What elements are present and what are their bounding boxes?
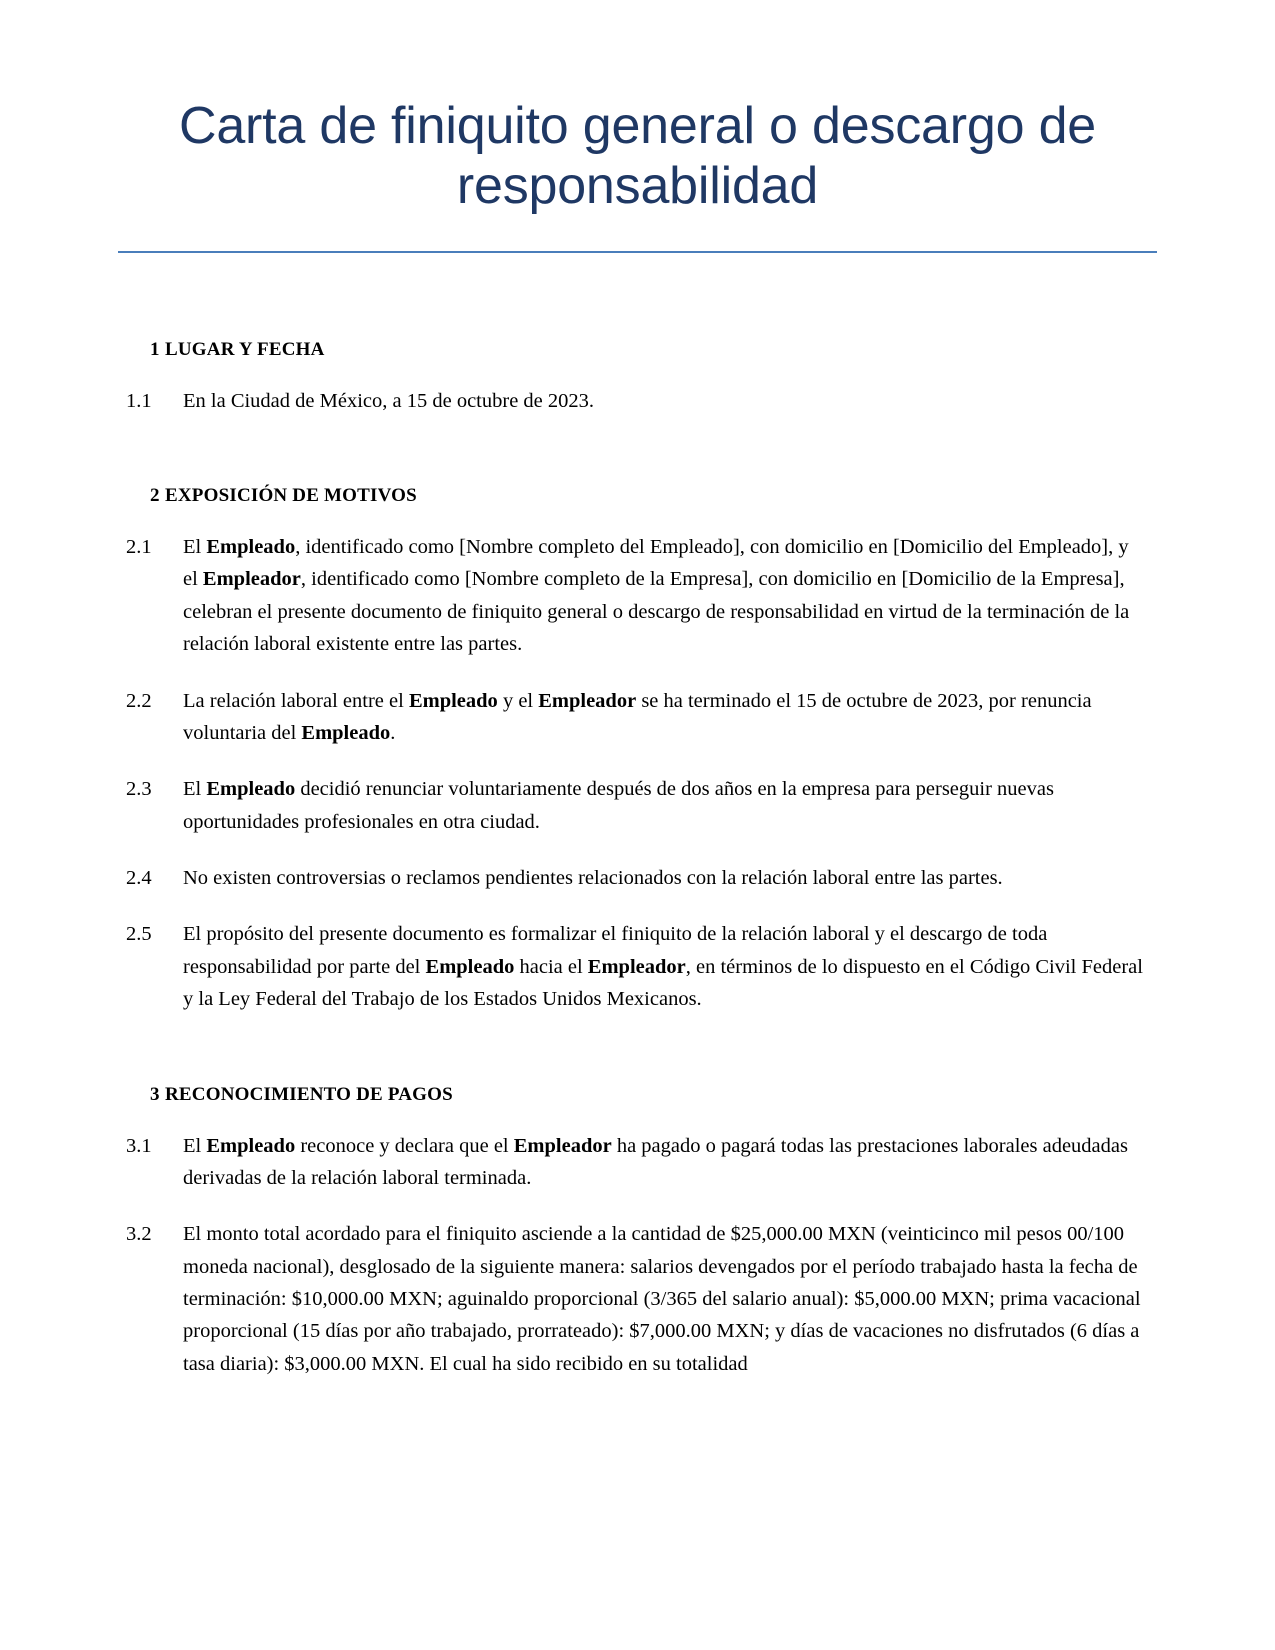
- text-run: , identificado como [Nombre completo del Empleado], con domicilio en [Domicilio del Empleado], y el: [183, 536, 1129, 591]
- emphasized-term: Empleador: [587, 955, 686, 978]
- emphasized-term: Empleado: [408, 689, 498, 712]
- text-run: decidió renunciar voluntariamente después de dos años en la empresa para perseguir nuevas oportunidades profesionales en otra ciudad.: [183, 778, 1054, 833]
- section-heading: [118, 339, 1157, 361]
- text-run: .: [390, 721, 396, 744]
- text-run: hacia el: [514, 955, 588, 978]
- section-1: [118, 339, 1157, 417]
- text-run: , identificado como [Nombre completo de la Empresa], con domicilio en [Domicilio de la Empresa], celebran el presente documento de finiquito general o descargo de responsabilidad en virtud de la terminación de la relación laboral existente entre las partes.: [183, 568, 1130, 656]
- emphasized-term: Empleado: [206, 778, 296, 801]
- title-block: [0, 0, 1275, 253]
- clause-2.3: [118, 773, 1157, 838]
- clause-text: [183, 531, 1157, 661]
- clause-number: 3.1: [126, 1134, 152, 1157]
- text-run: La relación laboral entre el: [183, 689, 409, 712]
- clause-3.1: [118, 1130, 1157, 1195]
- section-heading: [118, 1084, 1157, 1106]
- emphasized-term: Empleado: [206, 1134, 296, 1157]
- clause-number: 3.2: [126, 1223, 152, 1246]
- section-number: 3: [150, 1083, 160, 1105]
- emphasized-term: Empleado: [206, 536, 296, 558]
- emphasized-term: Empleador: [538, 689, 637, 712]
- title-divider: [118, 251, 1157, 253]
- emphasized-term: Empleador: [513, 1134, 612, 1157]
- section-heading: [118, 485, 1157, 507]
- section-title: RECONOCIMIENTO DE PAGOS: [165, 1083, 453, 1105]
- clause-3.2: [118, 1218, 1157, 1380]
- clause-text: [183, 385, 1157, 417]
- clause-text: [183, 773, 1157, 838]
- text-run: se ha terminado el 15 de octubre de 2023, por renuncia voluntaria del: [183, 689, 1092, 744]
- clause-1.1: [118, 385, 1157, 417]
- clause-2.2: [118, 685, 1157, 750]
- clause-text: [183, 918, 1157, 1015]
- clause-2.1: [118, 531, 1157, 661]
- clause-text: [183, 862, 1157, 894]
- clause-text: [183, 1130, 1157, 1195]
- text-run: El: [183, 536, 207, 558]
- clause-number: 1.1: [126, 389, 152, 412]
- text-run: , en términos de lo dispuesto en el Código Civil Federal y la Ley Federal del Trabajo de los Estados Unidos Mexicanos.: [183, 955, 1143, 1011]
- text-run: En la Ciudad de México, a 15 de octubre de 2023.: [183, 389, 595, 412]
- clause-2.4: [118, 862, 1157, 894]
- clause-number: 2.1: [126, 536, 152, 558]
- clause-number: 2.3: [126, 778, 152, 801]
- clause-number: 2.5: [126, 923, 152, 946]
- section-title: LUGAR Y FECHA: [165, 338, 325, 360]
- clause-number: 2.2: [126, 689, 152, 712]
- text-run: El monto total acordado para el finiquito asciende a la cantidad de $25,000.00 MXN (veinticinco mil pesos 00/100 moneda nacional), desglosado de la siguiente manera: salarios devengados por el período trabajado hasta la fecha de terminación: $10,000.00 MXN; aguinaldo proporcional (3/365 del salario anual): $5,000.00 MXN; prima vacacional proporcional (15 días por año trabajado, prorrateado): $7,000.00 MXN; y días de vacaciones no disfrutados (6 días a tasa diaria): $3,000.00 MXN. El cual ha sido recibido en su totalidad: [183, 1223, 1141, 1375]
- text-run: El propósito del presente documento es formalizar el finiquito de la relación laboral y el descargo de toda responsabilidad por parte del: [183, 923, 1048, 978]
- emphasized-term: Empleado: [301, 721, 391, 744]
- clause-text: [183, 685, 1157, 750]
- section-title: EXPOSICIÓN DE MOTIVOS: [165, 485, 417, 506]
- page-title: Carta de finiquito general o descargo de responsabilidad: [178, 97, 1097, 216]
- text-run: y el: [497, 689, 539, 712]
- text-run: El: [183, 778, 207, 801]
- section-3: [118, 1084, 1157, 1381]
- document-body: [0, 339, 1275, 1381]
- clause-text: [183, 1218, 1157, 1380]
- section-number: 2: [150, 485, 160, 506]
- emphasized-term: Empleador: [202, 568, 301, 591]
- section-2: [118, 485, 1157, 1016]
- clause-2.5: [118, 918, 1157, 1015]
- section-number: 1: [150, 338, 160, 360]
- text-run: No existen controversias o reclamos pendientes relacionados con la relación laboral entre las partes.: [183, 867, 1003, 889]
- text-run: ha pagado o pagará todas las prestaciones laborales adeudadas derivadas de la relación laboral terminada.: [183, 1134, 1128, 1189]
- sections-container: [118, 339, 1157, 1381]
- emphasized-term: Empleado: [425, 955, 515, 978]
- text-run: reconoce y declara que el: [295, 1134, 514, 1157]
- clause-number: 2.4: [126, 867, 152, 889]
- text-run: El: [183, 1134, 207, 1157]
